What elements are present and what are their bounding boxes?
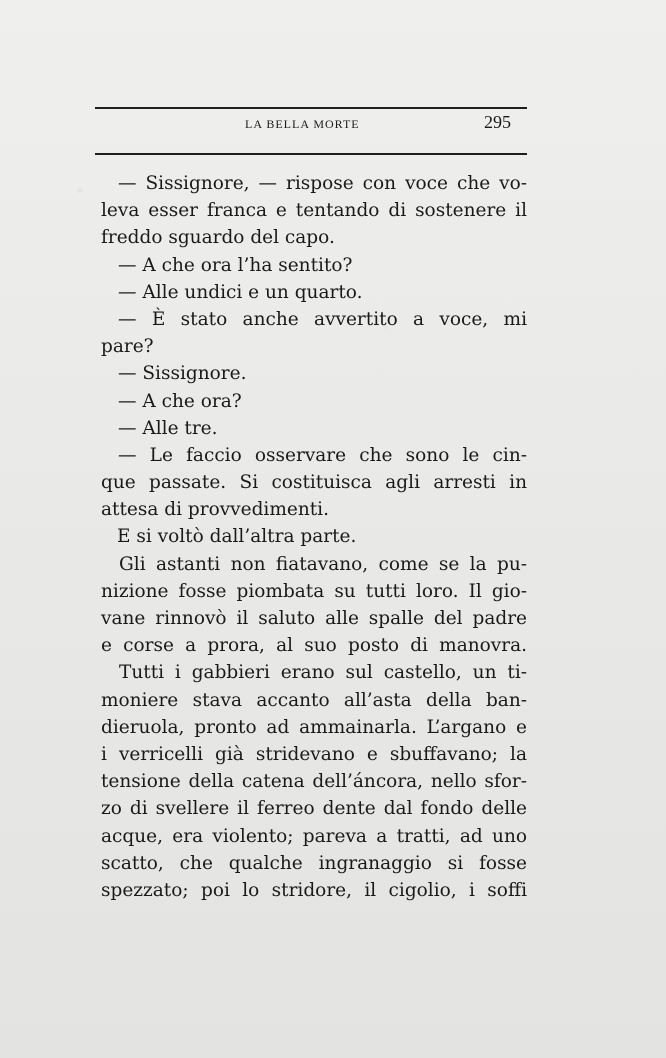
text-line: zo di svellere il ferreo dente dal fondo delle [101,798,527,820]
text-line: E si voltò dall’altra parte. [117,526,357,548]
top-rule [95,107,527,109]
text-line: Tutti i gabbieri erano sul castello, un ti- [119,662,527,684]
text-line: spezzato; poi lo stridore, il cigolio, i soffi [101,879,527,901]
text-line: Gli astanti non fiatavano, come se la pu- [119,553,527,575]
text-line: que passate. Si costituisca agli arresti in [101,472,527,494]
text-line: dieruola, pronto ad ammainarla. L’argano e [101,716,527,738]
text-line: — Le faccio osservare che sono le cin- [118,444,527,466]
text-line: scatto, che qualche ingranaggio si fosse [101,852,527,874]
header-rule [95,153,527,155]
text-line: — È stato anche avvertito a voce, mi [118,308,527,330]
text-line: — A che ora l’ha sentito? [118,254,353,276]
main-text [101,170,527,904]
text-line: — Alle undici e un quarto. [118,281,363,303]
running-title: LA BELLA MORTE [245,117,360,131]
text-line: acque, era violento; pareva a tratti, ad uno [101,825,527,847]
text-line: nizione fosse piombata su tutti loro. Il gio- [101,580,527,602]
text-line: pare? [101,336,154,358]
text-line: — Sissignore. [118,363,247,385]
text-line: tensione della catena dell’áncora, nello sfor- [101,771,527,793]
text-line: e corse a prora, al suo posto di manovra. [101,635,527,657]
page-number: 295 [484,112,511,132]
text-line: vane rinnovò il saluto alle spalle del padre [101,608,527,629]
text-line: leva esser franca e tentando di sostenere il [101,200,527,222]
text-line: — A che ora? [118,390,242,412]
text-line: — Alle tre. [118,417,218,439]
text-line: i verricelli già stridevano e sbuffavano; la [101,743,527,765]
text-line: attesa di provvedimenti. [101,499,329,521]
text-line: freddo sguardo del capo. [101,227,335,249]
text-line: moniere stava accanto all’asta della ban- [101,689,527,711]
text-line: — Sissignore, — rispose con voce che vo- [118,173,527,194]
